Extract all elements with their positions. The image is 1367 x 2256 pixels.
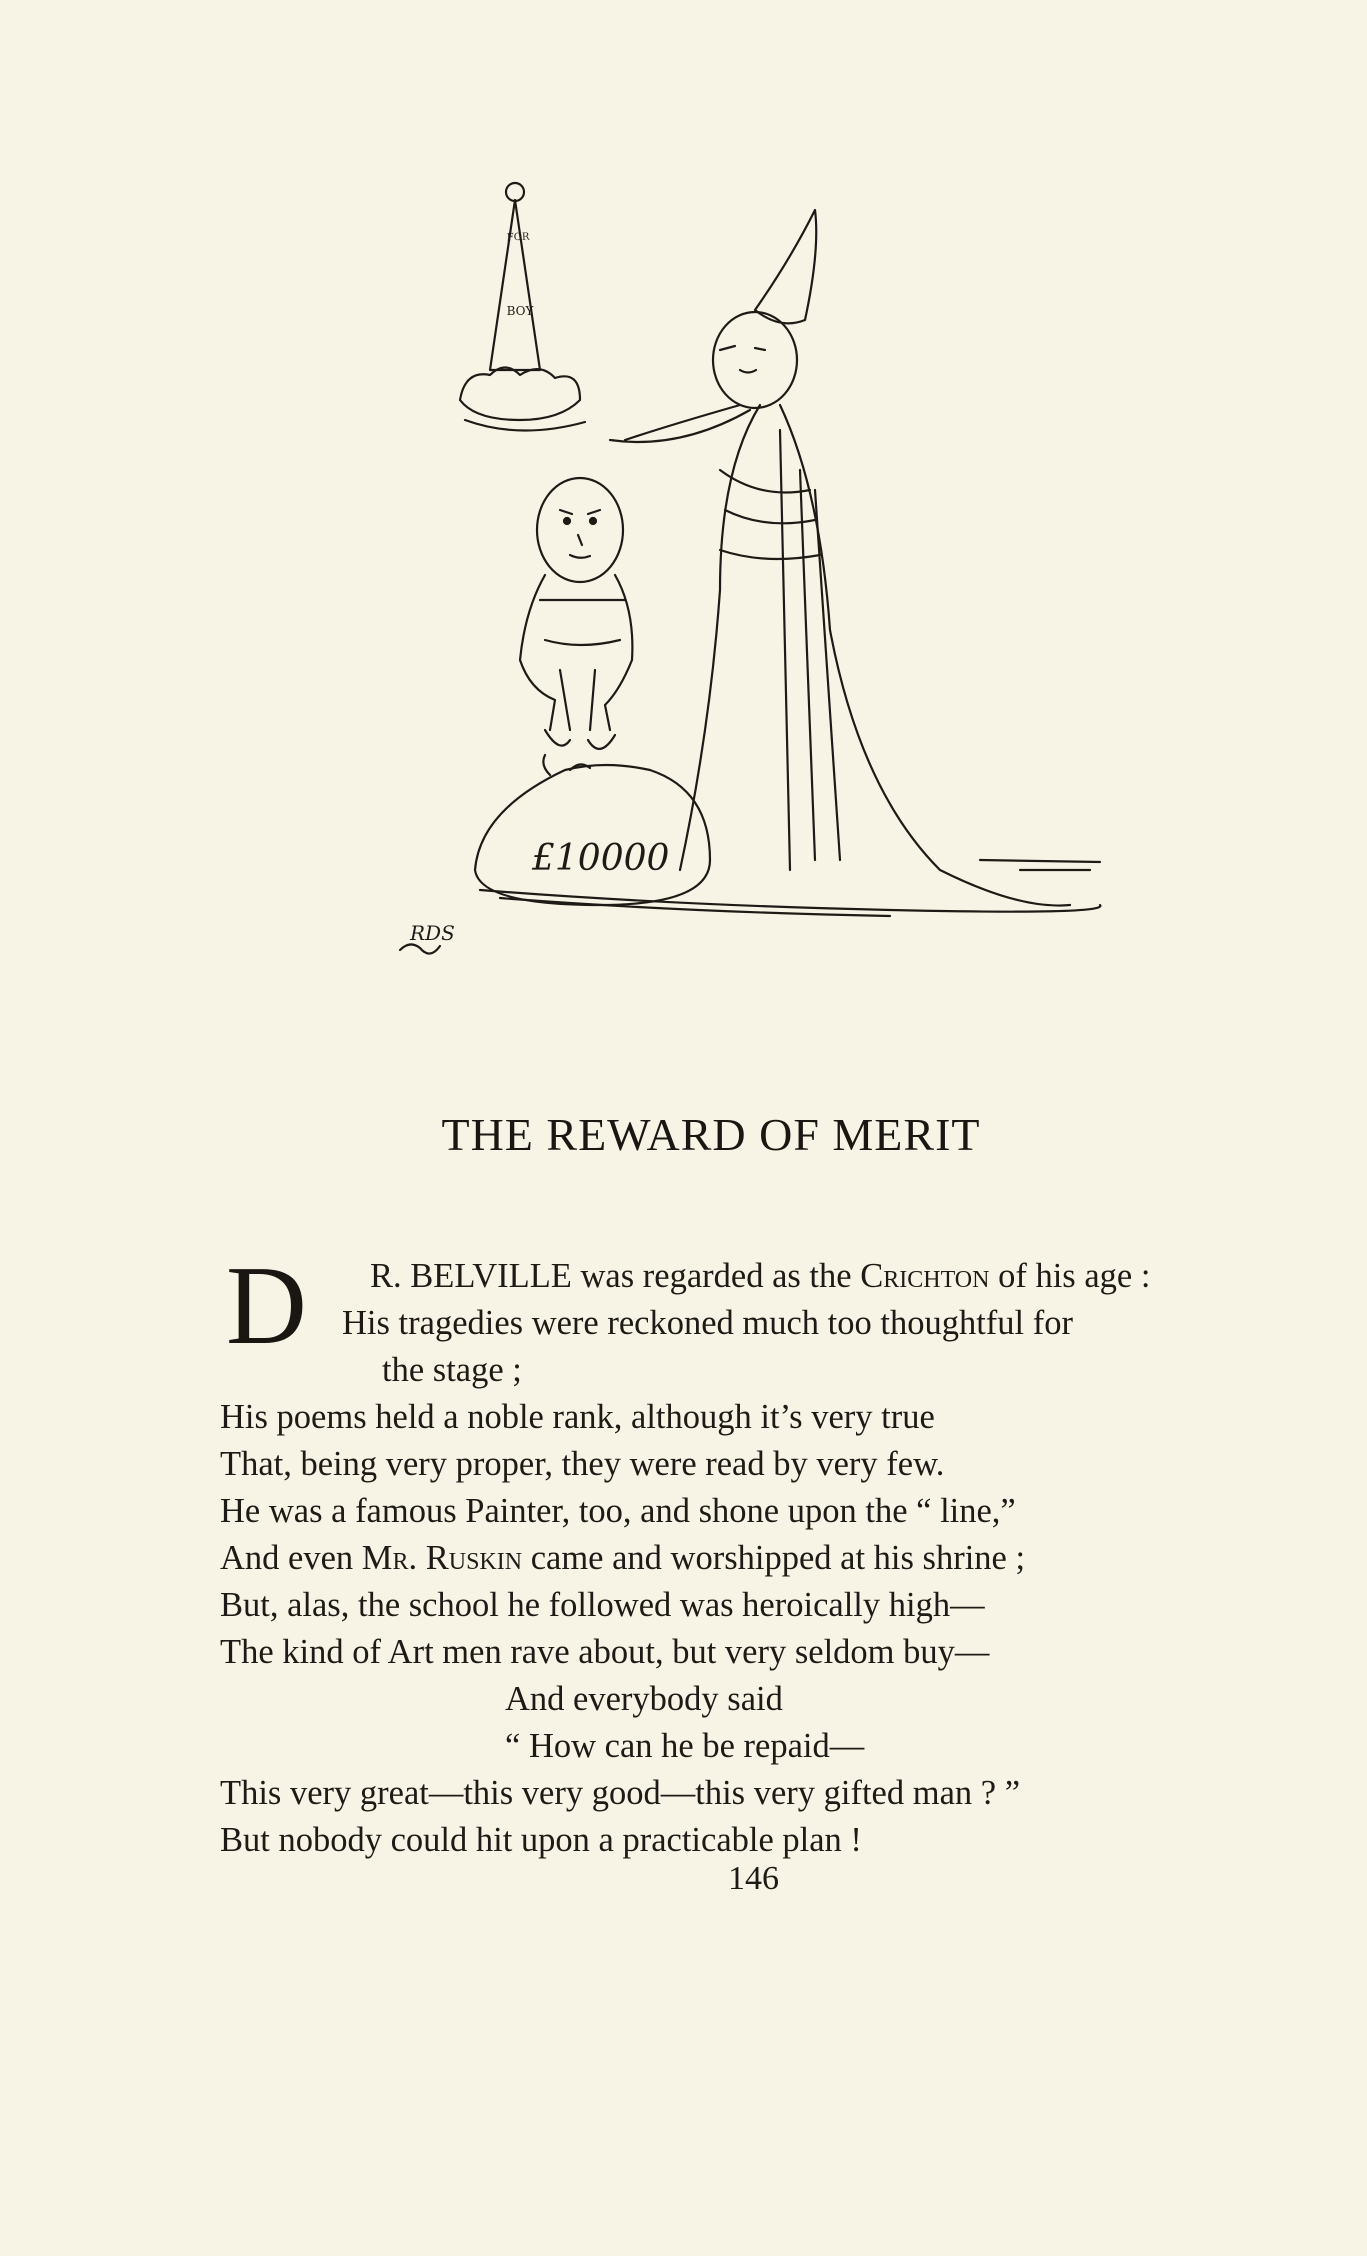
page-number: 146 (728, 1860, 779, 1897)
verse-line: He was a famous Painter, too, and shone upon the “ line,” (220, 1492, 1016, 1530)
boy-head (537, 478, 623, 582)
verse-line: This very great—this very good—this very gifted man ? ” (220, 1774, 1021, 1812)
queen-hat (755, 210, 816, 323)
poem-title: THE REWARD OF MERIT (441, 1109, 981, 1160)
verse-line: That, being very proper, they were read by very few. (220, 1445, 945, 1483)
artist-monogram (400, 944, 440, 953)
reward-of-merit-drawing (410, 170, 1130, 970)
verse-line: R. BELVILLE was regarded as the Crichton of his age : (370, 1257, 1151, 1295)
artist-signature: RDS (410, 921, 455, 945)
hat-inscription-boy: BOY (506, 304, 534, 318)
verse-line: The kind of Art men rave about, but very seldom buy— (220, 1633, 990, 1671)
verse-line: But nobody could hit upon a practicable plan ! (220, 1821, 862, 1859)
verse-line: the stage ; (382, 1351, 522, 1389)
verse-line: “ How can he be repaid— (505, 1727, 865, 1765)
money-bag (475, 765, 710, 905)
dunce-cap (490, 200, 540, 370)
hat-inscription-for: FOR (506, 231, 530, 244)
verse-line: His poems held a noble rank, although it’s very true (220, 1398, 935, 1436)
verse-line: And even Mr. Ruskin came and worshipped at his shrine ; (220, 1539, 1026, 1577)
illustration (410, 170, 1130, 970)
crown (460, 368, 580, 421)
bag-amount: £10000 (532, 838, 670, 879)
drop-cap: D (226, 1244, 307, 1368)
verse-line: His tragedies were reckoned much too thoughtful for (342, 1304, 1073, 1342)
poem-stanza (220, 1244, 1340, 1864)
queen-head (713, 312, 797, 408)
verse-line: And everybody said (505, 1680, 783, 1718)
verse-line: But, alas, the school he followed was heroically high— (220, 1586, 985, 1624)
